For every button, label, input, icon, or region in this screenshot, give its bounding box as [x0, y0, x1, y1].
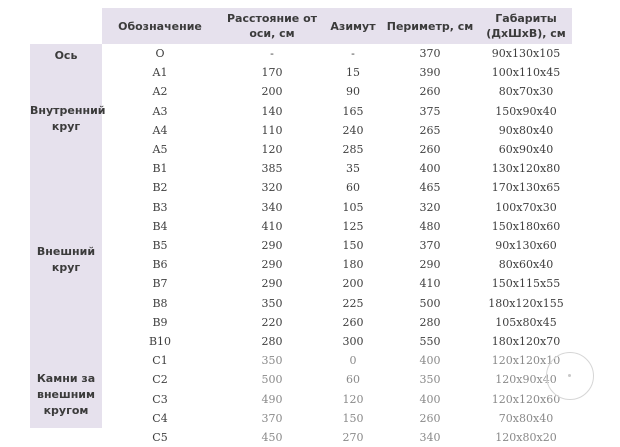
cell-dim: 130x120x80 [491, 162, 561, 176]
cell-az: - [351, 47, 355, 60]
cell-id: C1 [152, 354, 168, 368]
cell-dist: - [270, 47, 274, 60]
cell-per: 550 [419, 335, 441, 348]
cell-dim: 80x60x40 [498, 258, 554, 272]
cell-dist: 110 [261, 123, 283, 137]
cell-per: 290 [419, 258, 441, 272]
table-row [102, 332, 572, 351]
group-axis: Ось [54, 49, 78, 62]
header-distance: Расстояние от оси, см [226, 12, 318, 40]
cell-id: B8 [152, 296, 168, 310]
cell-dim: 180x120x70 [491, 335, 561, 348]
table-row [102, 370, 572, 389]
cell-az: 15 [346, 66, 360, 80]
cell-dist: 350 [261, 296, 283, 310]
table-row [102, 313, 572, 332]
cell-dim: 150x180x60 [491, 219, 561, 233]
cell-az: 150 [342, 411, 364, 425]
cell-dist: 320 [261, 181, 283, 195]
cell-id: B6 [152, 258, 168, 272]
cell-id: A1 [152, 66, 168, 80]
table-row [102, 217, 572, 236]
cell-az: 260 [342, 315, 364, 329]
cell-id: B5 [152, 239, 168, 252]
cell-per: 280 [419, 315, 441, 329]
cell-dist: 385 [261, 162, 283, 176]
cell-dist: 410 [261, 219, 283, 233]
cell-per: 370 [419, 47, 441, 60]
cell-id: A4 [152, 123, 168, 137]
cell-az: 180 [342, 258, 364, 272]
table-row [102, 82, 572, 101]
cell-per: 500 [419, 296, 441, 310]
cell-per: 390 [419, 66, 441, 80]
cell-dim: 60x90x40 [498, 143, 554, 156]
table-row [102, 178, 572, 197]
group-inner-circle: Внутренний круг [30, 104, 106, 133]
table-row [102, 63, 572, 82]
group-outer-circle: Внешний круг [36, 245, 96, 274]
cell-id: B2 [152, 181, 168, 195]
cell-id: A5 [152, 143, 168, 156]
cell-az: 105 [342, 200, 364, 214]
cell-dim: 120x90x40 [495, 373, 557, 387]
cell-dim: 120x120x60 [491, 392, 561, 406]
cell-az: 60 [346, 373, 360, 387]
cell-id: C4 [152, 411, 168, 425]
table-row [102, 159, 572, 178]
cell-az: 150 [342, 239, 364, 252]
cell-dim: 150x90x40 [495, 104, 557, 118]
cell-id: B7 [152, 277, 168, 291]
cell-id: B4 [152, 219, 168, 233]
group-column [30, 44, 106, 428]
cell-dist: 280 [261, 335, 283, 348]
cell-per: 370 [419, 239, 441, 252]
cell-per: 260 [419, 411, 441, 425]
cell-dist: 200 [261, 85, 283, 99]
cell-id: B9 [152, 315, 168, 329]
cell-dim: 105x80x45 [495, 315, 557, 329]
table-row [102, 255, 572, 274]
cell-dist: 220 [261, 315, 283, 329]
cell-dim: 90x80x40 [498, 123, 554, 137]
cell-per: 480 [419, 219, 441, 233]
cell-per: 260 [419, 85, 441, 99]
cell-per: 400 [419, 354, 441, 368]
group-beyond-outer: Камни за внешним кругом [36, 372, 96, 417]
table-row [102, 409, 572, 428]
cell-dim: 100x70x30 [495, 200, 557, 214]
table-row [102, 274, 572, 293]
cell-id: C5 [152, 431, 168, 444]
cell-dist: 490 [261, 392, 283, 406]
cell-id: A2 [152, 85, 168, 99]
cell-dist: 290 [261, 258, 283, 272]
table-row [102, 390, 572, 409]
cell-dist: 290 [261, 277, 283, 291]
cell-az: 300 [342, 335, 364, 348]
cell-per: 340 [419, 431, 441, 444]
cell-az: 285 [342, 143, 364, 156]
table-row [102, 121, 572, 140]
cell-az: 165 [342, 104, 364, 118]
cell-dim: 180x120x155 [488, 296, 564, 310]
circle-dot [568, 374, 571, 377]
cell-per: 400 [419, 392, 441, 406]
cell-dim: 120x80x20 [495, 431, 557, 444]
cell-dim: 150x115x55 [491, 277, 561, 291]
header-azimuth: Азимут [330, 19, 376, 33]
table-header [102, 8, 572, 44]
cell-dist: 120 [261, 143, 283, 156]
cell-az: 200 [342, 277, 364, 291]
cell-per: 375 [419, 104, 441, 118]
cell-id: B10 [148, 335, 172, 348]
cell-dist: 350 [261, 354, 283, 368]
cell-dim: 100x110x45 [491, 66, 561, 80]
cell-az: 125 [342, 219, 364, 233]
cell-az: 90 [346, 85, 360, 99]
cell-az: 35 [346, 162, 360, 176]
cell-dim: 120x120x10 [491, 354, 561, 368]
cell-id: C3 [152, 392, 168, 406]
header-perimeter: Периметр, см [386, 19, 474, 33]
cell-dist: 500 [261, 373, 283, 387]
cell-dim: 90x130x105 [491, 47, 561, 60]
cell-dim: 70x80x40 [498, 411, 554, 425]
cell-dist: 170 [261, 66, 283, 80]
cell-dist: 340 [261, 200, 283, 214]
cell-dist: 370 [261, 411, 283, 425]
header-designation: Обозначение [118, 19, 202, 33]
cell-az: 60 [346, 181, 360, 195]
cell-az: 0 [349, 354, 357, 368]
cell-id: C2 [152, 373, 168, 387]
table-row [102, 44, 572, 63]
cell-per: 400 [419, 162, 441, 176]
cell-per: 410 [419, 277, 441, 291]
cell-dim: 170x130x65 [491, 181, 561, 195]
cell-per: 260 [419, 143, 441, 156]
cell-dist: 290 [261, 239, 283, 252]
cell-per: 265 [419, 123, 441, 137]
table-row [102, 351, 572, 370]
cell-dist: 140 [261, 104, 283, 118]
cell-per: 320 [419, 200, 441, 214]
header-dimensions: Габариты (ДхШхВ), см [486, 12, 566, 40]
cell-per: 465 [419, 181, 441, 195]
scroll-circle[interactable] [546, 352, 594, 400]
cell-dim: 80x70x30 [498, 85, 554, 99]
cell-dim: 90x130x60 [495, 239, 557, 252]
cell-id: B1 [152, 162, 168, 176]
cell-az: 270 [342, 431, 364, 444]
cell-az: 120 [342, 392, 364, 406]
table-row [102, 198, 572, 217]
table-row [102, 294, 572, 313]
table-row [102, 140, 572, 159]
cell-id: A3 [152, 104, 168, 118]
cell-per: 350 [419, 373, 441, 387]
cell-az: 240 [342, 123, 364, 137]
table-row [102, 102, 572, 121]
cell-id: B3 [152, 200, 168, 214]
table-row [102, 236, 572, 255]
table-row [102, 428, 572, 447]
cell-id: O [155, 47, 165, 60]
cell-dist: 450 [261, 431, 283, 444]
cell-az: 225 [342, 296, 364, 310]
